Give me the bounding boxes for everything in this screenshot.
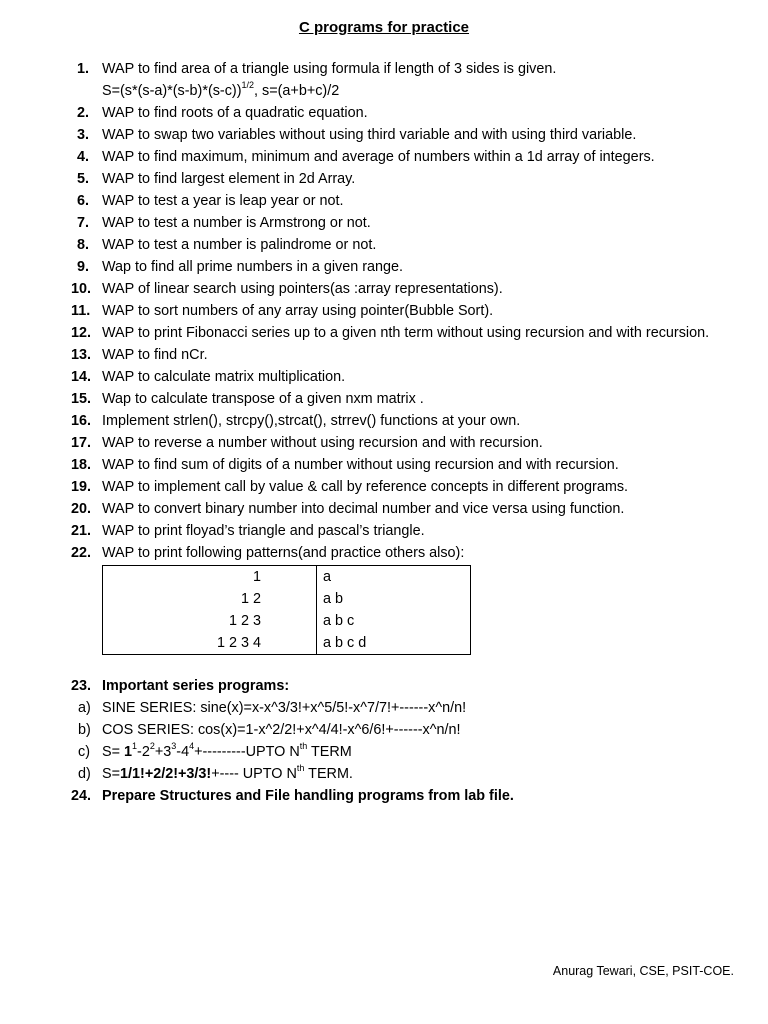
series-text — [102, 763, 353, 782]
series-suffix: +---- UPTO N — [211, 766, 297, 782]
list-item — [71, 344, 754, 366]
item-number: 15. — [71, 391, 92, 407]
item-text: Wap to calculate transpose of a given nxm matrix . — [102, 391, 424, 407]
item-number: 9. — [77, 259, 90, 275]
series-label: a) — [78, 700, 91, 716]
series-text: COS SERIES: cos(x)=1-x^2/2!+x^4/4!-x^6/6!+------x^n/n! — [102, 722, 461, 738]
item-number: 5. — [77, 171, 90, 187]
series-label: d) — [78, 766, 91, 782]
item-text: WAP to convert binary number into decimal number and vice versa using function. — [102, 501, 625, 517]
item-text: WAP to find roots of a quadratic equation. — [102, 105, 368, 121]
list-item — [74, 190, 754, 212]
series-text: SINE SERIES: sine(x)=x-x^3/3!+x^5/5!-x^7/7!+------x^n/n! — [102, 700, 467, 716]
formula-part: , s=(a+b+c)/2 — [254, 83, 340, 99]
item-number: 23. — [71, 678, 92, 694]
number-pattern-cell: 1 2 3 — [103, 610, 317, 632]
item-text: WAP to find maximum, minimum and average of numbers within a 1d array of integers. — [102, 149, 655, 165]
series-item-b — [74, 719, 754, 741]
term: 1 — [124, 744, 133, 760]
item-number: 12. — [71, 325, 92, 341]
list-item — [74, 58, 754, 80]
list-item — [74, 102, 754, 124]
item-text: WAP to find largest element in 2d Array. — [102, 171, 356, 187]
item-text: WAP to test a number is Armstrong or not. — [102, 215, 371, 231]
item-number: 20. — [71, 501, 92, 517]
series-label: c) — [78, 744, 90, 760]
series-expression: 1/1!+2/2!+3/3! — [120, 766, 212, 782]
formula-part: S=(s*(s-a)*(s-b)*(s-c)) — [102, 83, 242, 99]
patterns-table — [102, 565, 471, 655]
series-item-d — [74, 763, 754, 785]
list-item — [71, 542, 754, 564]
item-text: Wap to find all prime numbers in a given range. — [102, 259, 404, 275]
term: -4 — [176, 744, 190, 760]
item-number: 7. — [77, 215, 90, 231]
item-number: 4. — [77, 149, 90, 165]
letter-pattern-cell: a b — [317, 588, 471, 610]
list-item — [71, 278, 754, 300]
formula-exponent: 1/2 — [241, 80, 255, 91]
item-text: WAP to print following patterns(and practice others also): — [102, 545, 465, 561]
item-text: Implement strlen(), strcpy(),strcat(), strrev() functions at your own. — [102, 413, 521, 429]
item-text: WAP of linear search using pointers(as :array representations). — [102, 281, 503, 297]
item-text: WAP to find sum of digits of a number without using recursion and with recursion. — [102, 457, 619, 473]
series-text — [102, 741, 352, 760]
list-item — [74, 234, 754, 256]
item-text: WAP to sort numbers of any array using pointer(Bubble Sort). — [102, 303, 494, 319]
item-number: 8. — [77, 237, 90, 253]
table-row — [103, 566, 471, 589]
series-end: TERM — [307, 744, 352, 760]
list-item — [74, 256, 754, 278]
exponent: 1 — [132, 741, 138, 752]
number-pattern-cell: 1 2 — [103, 588, 317, 610]
list-item — [71, 785, 754, 807]
number-pattern-cell: 1 — [103, 566, 317, 589]
series-item-c — [74, 741, 754, 763]
list-item — [71, 388, 754, 410]
list-item — [71, 498, 754, 520]
list-item — [71, 520, 754, 542]
term: +3 — [154, 744, 172, 760]
item-text: WAP to print floyad’s triangle and pascal’s triangle. — [102, 523, 425, 539]
list-item — [71, 366, 754, 388]
table-row — [103, 610, 471, 632]
item-number: 10. — [71, 281, 92, 297]
list-item — [71, 322, 754, 344]
list-item — [71, 300, 754, 322]
formula-line — [74, 80, 754, 102]
series-prefix: S= — [102, 766, 121, 782]
series-end: TERM. — [304, 766, 353, 782]
list-item — [74, 168, 754, 190]
item-text: WAP to find nCr. — [102, 347, 208, 363]
series-item-a — [74, 697, 754, 719]
item-number: 24. — [71, 788, 92, 804]
item-text: Important series programs: — [102, 678, 290, 694]
program-list — [71, 58, 754, 807]
exponent: 2 — [149, 741, 155, 752]
item-text: WAP to implement call by value & call by reference concepts in different programs. — [102, 479, 629, 495]
item-number: 17. — [71, 435, 92, 451]
letter-pattern-cell: a — [317, 566, 471, 589]
exponent: 4 — [189, 741, 195, 752]
item-number: 19. — [71, 479, 92, 495]
list-item — [71, 410, 754, 432]
list-item — [71, 476, 754, 498]
list-item — [71, 432, 754, 454]
letter-pattern-cell: a b c — [317, 610, 471, 632]
item-text: WAP to swap two variables without using third variable and with using third variable. — [102, 127, 637, 143]
table-row — [103, 632, 471, 655]
item-number: 6. — [77, 193, 90, 209]
list-item — [74, 212, 754, 234]
item-text: WAP to test a year is leap year or not. — [102, 193, 344, 209]
item-text: WAP to print Fibonacci series up to a given nth term without using recursion and with recursion. — [102, 325, 710, 341]
item-text: Prepare Structures and File handling programs from lab file. — [102, 788, 514, 804]
series-prefix: S= — [102, 744, 125, 760]
item-text: WAP to calculate matrix multiplication. — [102, 369, 346, 385]
item-number: 11. — [71, 303, 91, 319]
item-number: 2. — [77, 105, 90, 121]
item-number: 18. — [71, 457, 92, 473]
table-row — [103, 588, 471, 610]
page-title: C programs for practice — [298, 19, 470, 36]
exponent: 3 — [171, 741, 177, 752]
ordinal-sup: th — [296, 763, 305, 774]
item-number: 13. — [71, 347, 92, 363]
item-text: WAP to test a number is palindrome or not. — [102, 237, 377, 253]
list-item — [74, 124, 754, 146]
item-number: 21. — [71, 523, 92, 539]
ordinal-sup: th — [299, 741, 308, 752]
letter-pattern-cell: a b c d — [317, 632, 471, 655]
number-pattern-cell: 1 2 3 4 — [103, 632, 317, 655]
list-item — [74, 146, 754, 168]
item-text: WAP to reverse a number without using recursion and with recursion. — [102, 435, 543, 451]
series-suffix: +---------UPTO N — [194, 744, 300, 760]
item-number: 1. — [77, 61, 90, 77]
list-item — [71, 454, 754, 476]
term: -2 — [137, 744, 150, 760]
list-item — [71, 675, 754, 697]
item-number: 22. — [71, 545, 92, 561]
item-number: 16. — [71, 413, 92, 429]
series-label: b) — [78, 722, 91, 738]
author-footer: Anurag Tewari, CSE, PSIT-COE. — [552, 964, 734, 978]
item-number: 14. — [71, 369, 92, 385]
item-number: 3. — [77, 127, 90, 143]
item-text: WAP to find area of a triangle using formula if length of 3 sides is given. — [102, 61, 557, 77]
